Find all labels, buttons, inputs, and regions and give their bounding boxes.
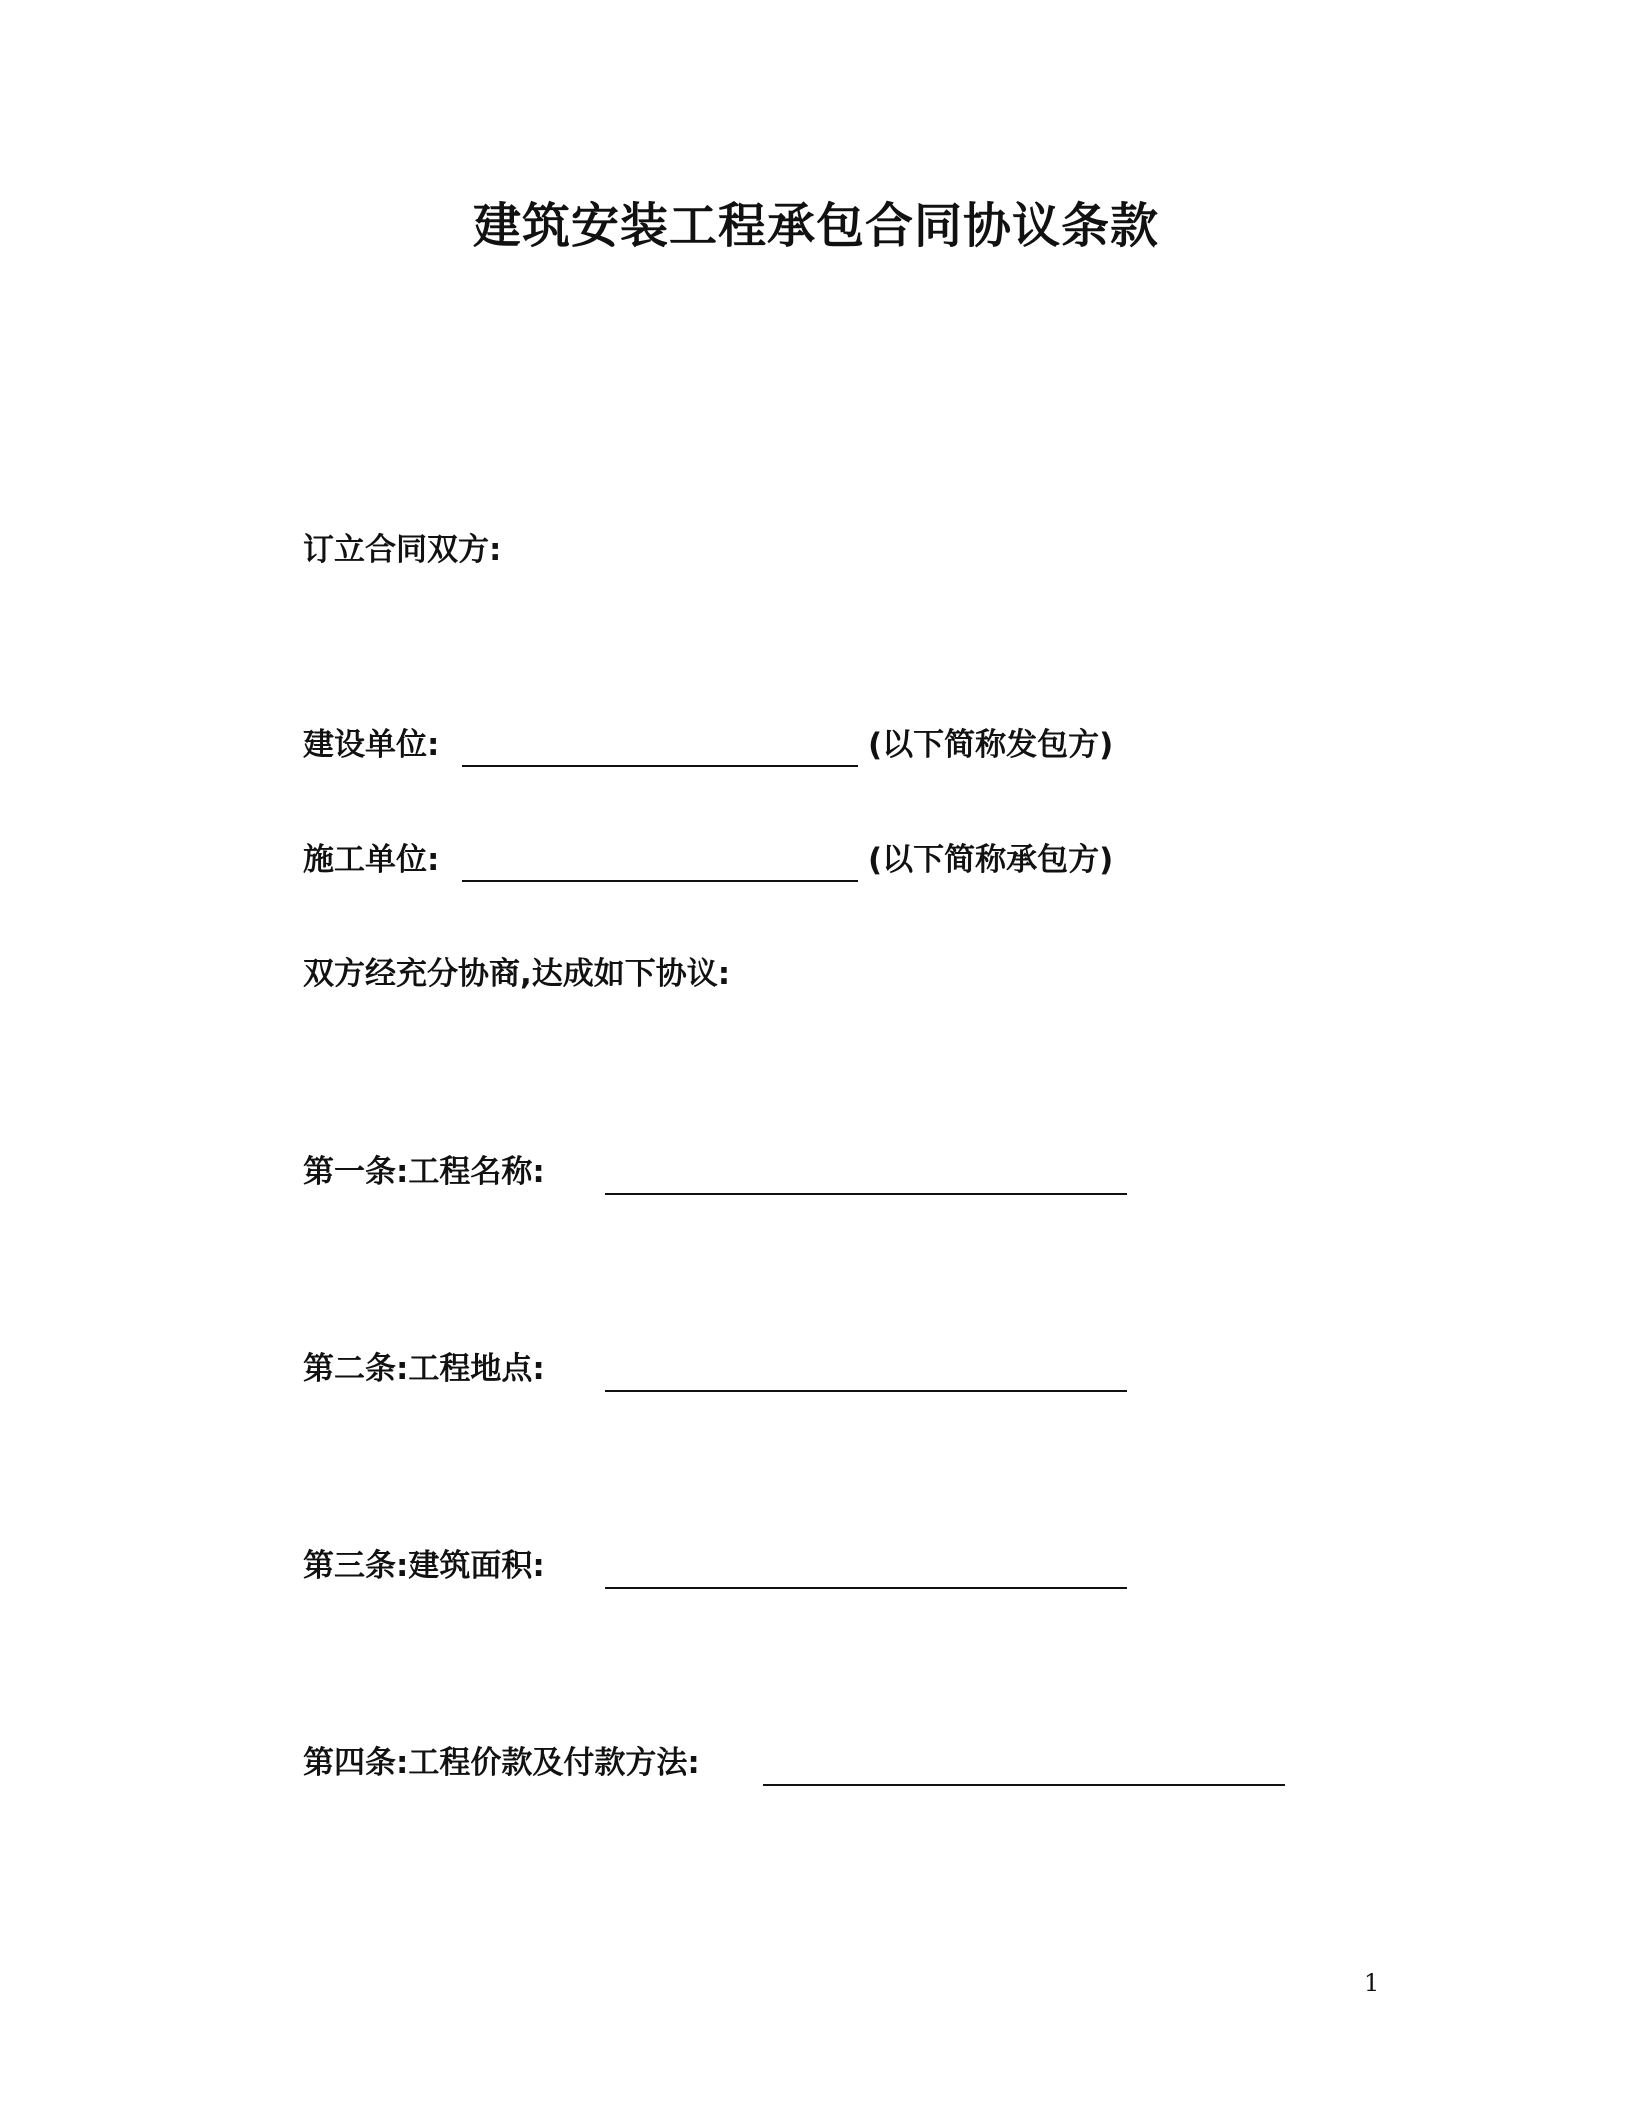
article-1-label: 第一条:工程名称: — [303, 1154, 545, 1190]
article-2-blank[interactable] — [605, 1390, 1127, 1392]
article-2-label: 第二条:工程地点: — [303, 1351, 545, 1387]
article-4-label: 第四条:工程价款及付款方法: — [303, 1745, 700, 1781]
article-4-blank[interactable] — [763, 1784, 1285, 1786]
agreement-intro: 双方经充分协商,达成如下协议: — [303, 956, 731, 992]
client-suffix: (以下简称发包方) — [868, 727, 1114, 763]
contractor-label: 施工单位: — [303, 842, 440, 878]
client-label: 建设单位: — [303, 727, 440, 763]
contractor-suffix: (以下简称承包方) — [868, 842, 1114, 878]
article-3-blank[interactable] — [605, 1587, 1127, 1589]
client-name-blank[interactable] — [462, 765, 858, 767]
document-title: 建筑安装工程承包合同协议条款 — [472, 198, 1159, 254]
contractor-name-blank[interactable] — [462, 880, 858, 882]
article-3-label: 第三条:建筑面积: — [303, 1548, 545, 1584]
parties-heading: 订立合同双方: — [303, 532, 502, 568]
article-1-blank[interactable] — [605, 1193, 1127, 1195]
page-number: 1 — [1364, 1969, 1380, 1997]
